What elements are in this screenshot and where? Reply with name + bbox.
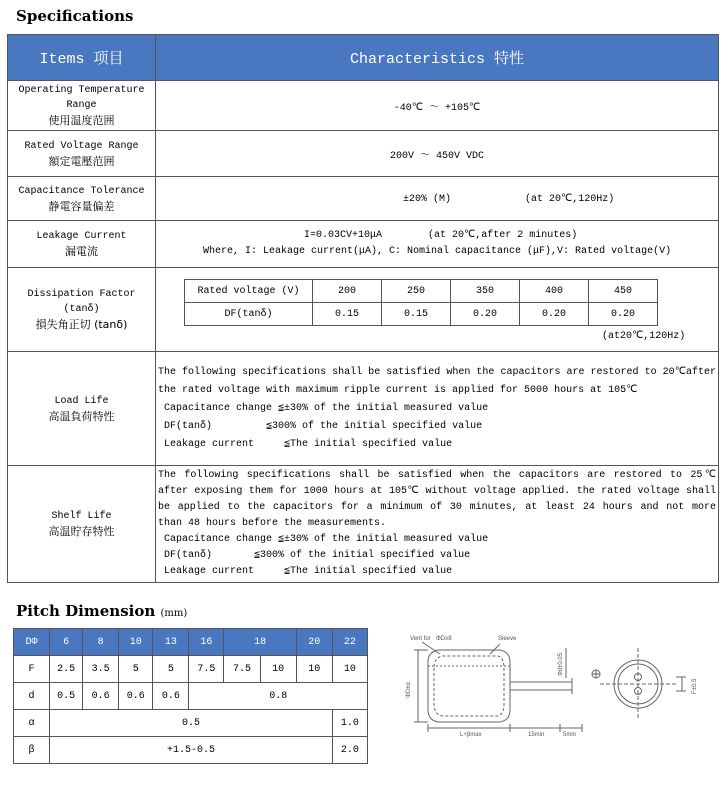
- pitch-diameter: 8: [83, 629, 119, 656]
- pitch-title-text: Pitch Dimension: [16, 602, 156, 620]
- shelf-criterion: Capacitance change ≦±30% of the initial measured value: [164, 534, 489, 545]
- pitch-d: 0.6: [119, 683, 153, 710]
- leakage-formula: I=0.03CV+10μA: [304, 230, 383, 241]
- tolerance-value: ±20% (M): [403, 193, 452, 205]
- leakage-where: Where, I: Leakage current(μA), C: Nominal capacitance (μF),V: Rated voltage(V): [203, 246, 672, 257]
- pitch-diameter: 20: [296, 629, 332, 656]
- item-label-zh: 使用温度范囲: [48, 114, 115, 127]
- characteristics-header: Characteristics 特性: [156, 35, 719, 81]
- dim-15-label: 15min: [528, 732, 545, 738]
- df-voltage: 400: [520, 280, 589, 303]
- pitch-f: 3.5: [83, 656, 119, 683]
- pitch-d: 0.6: [83, 683, 119, 710]
- shelf-criterion: DF(tanδ) ≦300% of the initial specified value: [164, 550, 471, 561]
- pitch-f: 5: [153, 656, 189, 683]
- pitch-diameter: 16: [189, 629, 224, 656]
- df-voltage: 250: [382, 280, 451, 303]
- pitch-d: 0.5: [50, 683, 83, 710]
- item-cell: [8, 268, 156, 352]
- df-condition: (at20℃,120Hz): [602, 331, 686, 342]
- df-value-row: [185, 303, 658, 326]
- table-row: [8, 268, 719, 352]
- item-cell: [8, 221, 156, 268]
- load-value-cell: [156, 352, 719, 466]
- df-value: 0.15: [382, 303, 451, 326]
- capacitor-body: [428, 650, 510, 722]
- pitch-row-label: d: [14, 683, 50, 710]
- item-label-zh: 額定電壓范囲: [48, 154, 115, 168]
- df-row-label: Rated voltage (V): [185, 280, 313, 303]
- item-label-en: Leakage Current: [36, 231, 127, 242]
- capacitor-dimension-drawing: [400, 628, 715, 738]
- item-label-zh: 漏電流: [65, 245, 98, 258]
- df-table: [184, 279, 658, 326]
- df-voltage: 350: [451, 280, 520, 303]
- pitch-diameter: 18: [224, 629, 296, 656]
- df-voltage-row: [185, 280, 658, 303]
- dim-5-label: 5min: [563, 732, 577, 738]
- table-row: [8, 81, 719, 131]
- pitch-unit: (mm): [160, 608, 188, 619]
- df-row-label: DF(tanδ): [185, 303, 313, 326]
- leakage-value-cell: [156, 221, 719, 268]
- item-cell: [8, 131, 156, 177]
- pitch-diameter: 22: [332, 629, 367, 656]
- shelf-paragraph: The following specifications shall be satisfied when the capacitors are restored to 25℃ after exposing them for 1000 hours at 105℃ without voltage applied. the rated voltage shall be applied to the capacitors for a minimum of 30 minutes, at least 24 hours and not more than 48 hours before the measurements.: [158, 470, 716, 529]
- load-criterion: Capacitance change ≦±30% of the initial measured value: [164, 402, 489, 414]
- pitch-row-label: α: [14, 710, 50, 737]
- voltage-value: 200V ～ 450V VDC: [156, 131, 719, 177]
- items-header: Items 项目: [8, 35, 156, 81]
- pitch-f: 10: [260, 656, 296, 683]
- temp-value: -40℃ ～ +105℃: [156, 81, 719, 131]
- table-header-row: [8, 35, 719, 81]
- item-label-en: Dissipation Factor: [27, 289, 136, 300]
- df-voltage: 200: [313, 280, 382, 303]
- item-label-en: Capacitance Tolerance: [18, 185, 145, 197]
- pitch-d-merged: 0.8: [189, 683, 368, 710]
- load-criterion: DF(tanδ) ≦300% of the initial specified value: [164, 420, 483, 432]
- pitch-beta-last: 2.0: [332, 737, 367, 764]
- table-row: [8, 466, 719, 583]
- item-label-en: Rated Voltage Range: [24, 140, 139, 152]
- item-label-zh: 静電容量偏差: [48, 199, 115, 213]
- pitch-d-row: [14, 683, 368, 710]
- pitch-table: [13, 628, 368, 764]
- pitch-alpha-merged: 0.5: [50, 710, 333, 737]
- pitch-f: 7.5: [189, 656, 224, 683]
- df-value: 0.20: [589, 303, 658, 326]
- pitch-diameter: 13: [153, 629, 189, 656]
- pitch-alpha-last: 1.0: [332, 710, 367, 737]
- table-row: [8, 177, 719, 221]
- specifications-title: Specifications: [16, 7, 134, 25]
- pitch-beta-merged: +1.5-0.5: [50, 737, 333, 764]
- pitch-beta-row: [14, 737, 368, 764]
- df-value: 0.20: [451, 303, 520, 326]
- pitch-row-label: β: [14, 737, 50, 764]
- pitch-diameter: 10: [119, 629, 153, 656]
- item-cell: [8, 177, 156, 221]
- vent-label: Vent for: [410, 636, 431, 642]
- pitch-dimension-title: [16, 602, 187, 620]
- pitch-diameter: 6: [50, 629, 83, 656]
- pitch-diameter-row: [14, 629, 368, 656]
- item-label-en: Load Life: [54, 395, 109, 407]
- item-label-en: Operating Temperature Range: [18, 85, 145, 111]
- df-value: 0.15: [313, 303, 382, 326]
- lead-diameter-label: Φd±0.05: [558, 652, 564, 676]
- pitch-row-label: DΦ: [14, 629, 50, 656]
- item-label-zh: 高温貯存特性: [48, 525, 115, 538]
- df-value-cell: [156, 268, 719, 352]
- leakage-condition: (at 20℃,after 2 minutes): [428, 230, 578, 241]
- load-criterion: Leakage current ≦The initial specified value: [164, 438, 453, 450]
- item-label-zh: 損失角正切 (tanδ): [35, 318, 128, 331]
- f-dim-label: F±0.5: [692, 678, 698, 694]
- table-row: [8, 352, 719, 466]
- pitch-f: 5: [119, 656, 153, 683]
- table-row: [8, 131, 719, 177]
- item-cell: [8, 466, 156, 583]
- vent-label-2: ΦD≥8: [436, 636, 452, 642]
- sleeve-label: Sleeve: [498, 636, 517, 642]
- item-label-en-2: (tanδ): [63, 304, 100, 315]
- item-label-en: Shelf Life: [51, 511, 112, 522]
- pitch-f: 10: [332, 656, 367, 683]
- pitch-f-row: [14, 656, 368, 683]
- pitch-f: 10: [296, 656, 332, 683]
- length-label: L+βmax: [460, 732, 482, 738]
- pitch-f: 2.5: [50, 656, 83, 683]
- tolerance-value-cell: [156, 177, 719, 221]
- pitch-alpha-row: [14, 710, 368, 737]
- df-voltage: 450: [589, 280, 658, 303]
- pitch-f: 7.5: [224, 656, 260, 683]
- shelf-value-cell: [156, 466, 719, 583]
- specifications-table: [7, 34, 719, 583]
- tolerance-condition: (at 20℃,120Hz): [525, 193, 615, 205]
- pitch-row-label: F: [14, 656, 50, 683]
- item-cell: [8, 81, 156, 131]
- load-paragraph: The following specifications shall be satisfied when the capacitors are restored to 20℃after the rated voltage with maximum ripple current is applied for 5000 hours at 105℃: [158, 366, 716, 396]
- table-row: [8, 221, 719, 268]
- shelf-criterion: Leakage current ≦The initial specified value: [164, 566, 453, 577]
- pitch-d: 0.6: [153, 683, 189, 710]
- df-value: 0.20: [520, 303, 589, 326]
- diameter-label: ΦD±α: [406, 682, 412, 698]
- capacitor-sleeve-outline: [434, 656, 504, 716]
- item-cell: [8, 352, 156, 466]
- item-label-zh: 高温負荷特性: [48, 409, 115, 423]
